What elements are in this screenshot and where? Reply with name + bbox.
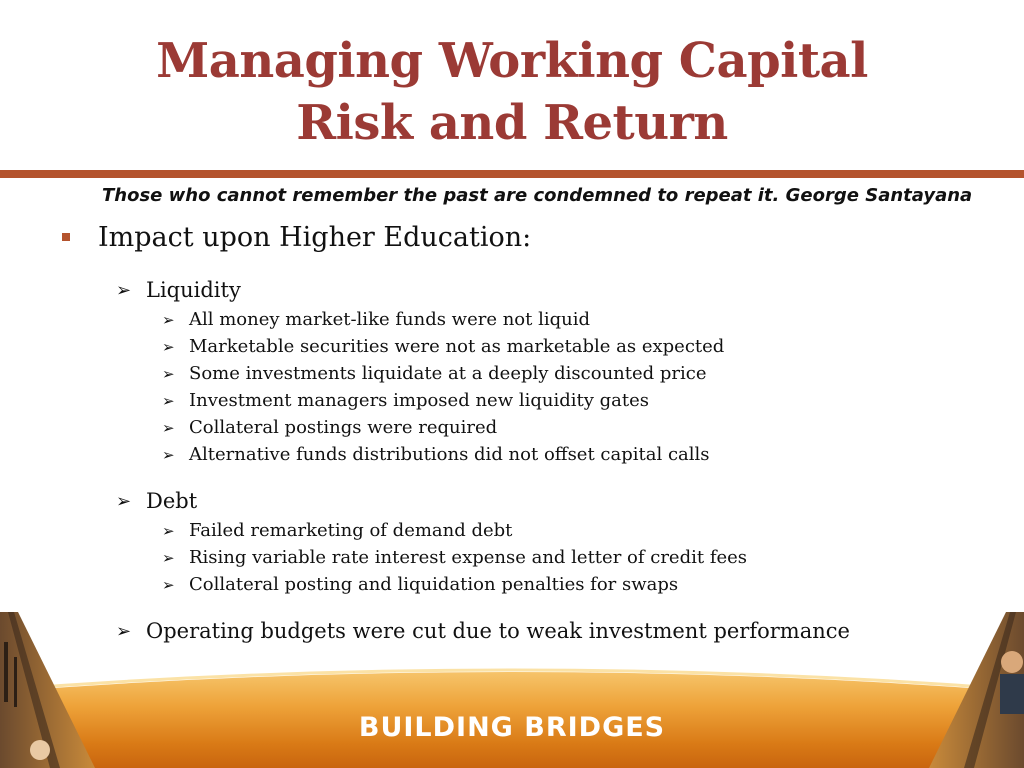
footer-banner-text: BUILDING BRIDGES	[358, 712, 666, 743]
list-item	[162, 390, 649, 411]
bullet-impact-label: Impact upon Higher Education:	[98, 222, 532, 253]
arrow-bullet-icon: ➢	[162, 521, 175, 540]
arrow-bullet-icon: ➢	[116, 279, 132, 301]
section-label: Debt	[146, 489, 198, 513]
list-item-text: Rising variable rate interest expense and letter of credit fees	[189, 547, 748, 568]
arrow-bullet-icon: ➢	[162, 364, 175, 383]
arrow-bullet-icon: ➢	[162, 445, 175, 464]
list-item-text: All money market-like funds were not liquid	[189, 309, 591, 330]
list-item	[162, 444, 710, 465]
arrow-bullet-icon: ➢	[116, 620, 132, 642]
arrow-bullet-icon: ➢	[162, 418, 175, 437]
arrow-bullet-icon: ➢	[162, 337, 175, 356]
section-liquidity	[116, 278, 241, 302]
slide-title	[0, 30, 1024, 154]
section-label: Liquidity	[146, 278, 241, 302]
arrow-bullet-icon: ➢	[162, 575, 175, 594]
list-item-text: Collateral postings were required	[189, 417, 498, 438]
section-label: Operating budgets were cut due to weak investment performance	[146, 619, 850, 643]
list-item	[162, 417, 497, 438]
list-item-text: Alternative funds distributions did not offset capital calls	[189, 444, 710, 465]
list-item-text: Investment managers imposed new liquidity gates	[189, 390, 649, 411]
list-item-text: Failed remarketing of demand debt	[189, 520, 513, 541]
arrow-bullet-icon: ➢	[116, 490, 132, 512]
arrow-bullet-icon: ➢	[162, 310, 175, 329]
bullet-impact	[62, 222, 531, 253]
quote: Those who cannot remember the past are condemned to repeat it. George Santayana	[102, 185, 973, 206]
title-line-1: Managing Working Capital	[156, 33, 868, 89]
list-item	[162, 363, 707, 384]
title-line-2: Risk and Return	[296, 95, 728, 151]
list-item-text: Some investments liquidate at a deeply discounted price	[189, 363, 707, 384]
list-item-text: Collateral posting and liquidation penalties for swaps	[189, 574, 679, 595]
square-bullet-icon	[62, 233, 70, 241]
list-item	[162, 309, 590, 330]
list-item	[162, 574, 678, 595]
footer-banner	[0, 612, 1024, 768]
section-debt	[116, 489, 197, 513]
list-item	[162, 547, 747, 568]
list-item-text: Marketable securities were not as marketable as expected	[189, 336, 725, 357]
list-item	[162, 336, 724, 357]
arrow-bullet-icon: ➢	[162, 391, 175, 410]
arrow-bullet-icon: ➢	[162, 548, 175, 567]
title-divider	[0, 170, 1024, 178]
list-item	[162, 520, 512, 541]
